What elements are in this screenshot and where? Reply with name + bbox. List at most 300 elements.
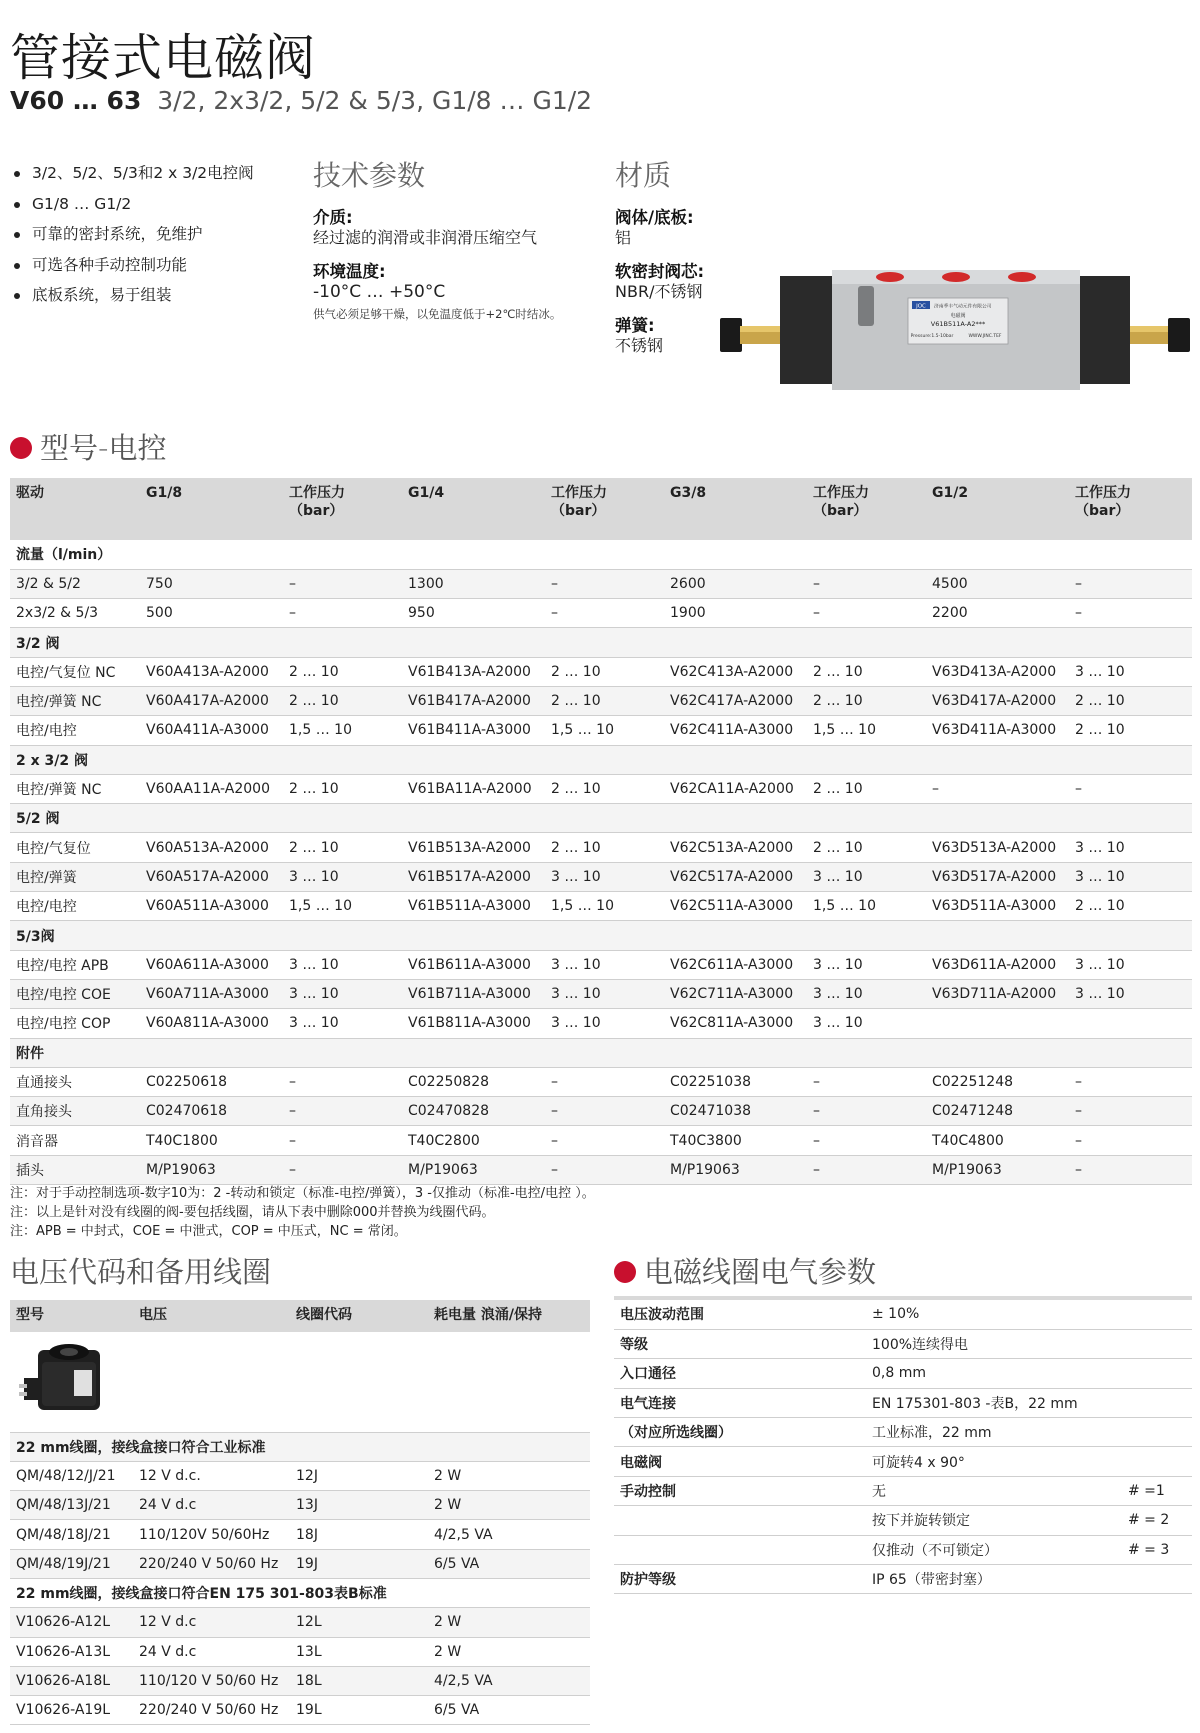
table-cell: 1,5 … 10 [551, 898, 614, 915]
table-row [10, 1067, 1192, 1096]
table-cell: 电控/弹簧 NC [16, 694, 102, 711]
table-cell: V60A811A-A3000 [146, 1015, 269, 1032]
param-value: EN 175301-803 -表B，22 mm [872, 1395, 1078, 1412]
group-label: 流量（l/min） [16, 547, 112, 564]
param-value: 无 [872, 1484, 886, 1501]
table-cell: 750 [146, 575, 173, 592]
table-cell: V60A711A-A3000 [146, 986, 269, 1003]
table-cell: 2 … 10 [1075, 693, 1125, 710]
table-cell: C02251248 [932, 1073, 1014, 1090]
feature-item: G1/8 … G1/2 [12, 189, 254, 220]
table-cell: 13J [296, 1497, 318, 1514]
notes [10, 1184, 595, 1241]
table-row [10, 950, 1192, 979]
table-cell: V61B711A-A3000 [408, 986, 531, 1003]
table-cell: V60A513A-A2000 [146, 839, 269, 856]
table-cell: 220/240 V 50/60 Hz [139, 1702, 279, 1719]
valve-website-text: WWW.JINC.TEF [968, 334, 1002, 339]
table-cell: T40C3800 [670, 1132, 742, 1149]
feature-item: 3/2、5/2、5/3和2 x 3/2电控阀 [12, 158, 254, 189]
table-cell: 4/2,5 VA [434, 1526, 493, 1543]
table-group-row [10, 804, 1192, 833]
table-cell: 4500 [932, 575, 968, 592]
seal-label: 软密封阀芯: [615, 262, 705, 281]
table-cell: – [551, 1103, 558, 1120]
table-row [614, 1565, 1192, 1594]
table-row [614, 1359, 1192, 1388]
table-cell: 110/120 V 50/60 Hz [139, 1673, 279, 1690]
param-code [1122, 1329, 1192, 1358]
table-cell: QM/48/12/J/21 [16, 1467, 116, 1484]
param-value: 0,8 mm [872, 1365, 926, 1382]
table-cell: V63D517A-A2000 [932, 868, 1057, 885]
group-label: 5/2 阀 [16, 811, 60, 828]
group-label: 22 mm线圈，接线盒接口符合EN 175 301-803表B标准 [16, 1586, 387, 1603]
param-code: # =1 [1128, 1483, 1165, 1500]
table-cell: 18L [296, 1673, 322, 1690]
table-cell: – [1075, 1103, 1082, 1120]
table-cell: 2 … 10 [813, 663, 863, 680]
red-bullet-icon [614, 1261, 636, 1283]
temp-label: 环境温度: [313, 262, 386, 281]
table-row [10, 1491, 590, 1520]
valve-pressure-text: Pressure:1.5-10bar [910, 334, 954, 339]
table-cell: M/P19063 [408, 1161, 478, 1178]
table-row [10, 1549, 590, 1578]
table-group-row [10, 1578, 590, 1607]
table-cell: 电控/弹簧 [16, 869, 77, 886]
table-cell: V10626-A13L [16, 1643, 111, 1660]
table-cell: 6/5 VA [434, 1555, 480, 1572]
table-row [10, 1696, 590, 1725]
table-cell: V63D413A-A2000 [932, 663, 1057, 680]
table-cell: 3 … 10 [1075, 956, 1125, 973]
feature-item: 可选各种手动控制功能 [12, 250, 254, 281]
table-cell: V61BA11A-A2000 [408, 781, 532, 798]
table-cell: V60A417A-A2000 [146, 693, 269, 710]
table-cell: 2 … 10 [1075, 722, 1125, 739]
tech-medium [313, 208, 537, 248]
table-cell: V61B611A-A3000 [408, 956, 531, 973]
table-cell: 3 … 10 [1075, 839, 1125, 856]
note-item: 注：对于手动控制选项-数字10为：2 -转动和锁定（标准-电控/弹簧），3 -仅推动（标准-电控/电控 ）。 [10, 1186, 595, 1201]
table-cell: V63D611A-A2000 [932, 956, 1057, 973]
table-cell: 1,5 … 10 [289, 722, 352, 739]
medium-value: 经过滤的润滑或非润滑压缩空气 [313, 228, 538, 247]
table-cell: 电控/气复位 NC [16, 664, 116, 681]
table-row [10, 862, 1192, 891]
table-cell [1069, 1009, 1192, 1038]
table-cell: 3/2 & 5/2 [16, 575, 81, 592]
valve-model-text: V61B511A-A2*** [930, 320, 986, 328]
table-cell: – [289, 1161, 296, 1178]
table-cell: 220/240 V 50/60 Hz [139, 1555, 279, 1572]
table-cell: C02471038 [670, 1103, 752, 1120]
table-row [10, 774, 1192, 803]
table-cell: 2 … 10 [551, 839, 601, 856]
coil-image-row [10, 1332, 590, 1432]
table-cell: 2 … 10 [551, 781, 601, 798]
table-cell: V61B513A-A2000 [408, 839, 531, 856]
table-cell: 2 … 10 [813, 693, 863, 710]
table-cell: 直通接头 [16, 1074, 72, 1091]
table-cell: – [551, 1161, 558, 1178]
table-cell: 电控/电控 [16, 723, 77, 740]
table-cell: – [932, 781, 939, 798]
table-cell: 2200 [932, 605, 968, 622]
coil-image [16, 1336, 116, 1424]
feature-item: 底板系统，易于组装 [12, 280, 254, 311]
table-cell: V63D511A-A3000 [932, 898, 1057, 915]
table-cell: – [1075, 575, 1082, 592]
table-cell: 18J [296, 1526, 318, 1543]
model-table-header [10, 478, 1192, 540]
tech-heading: 技术参数 [313, 159, 426, 192]
param-code: # = 3 [1128, 1541, 1170, 1558]
table-cell: 3 … 10 [289, 956, 339, 973]
table-row [614, 1300, 1192, 1329]
coil-section-heading: 电压代码和备用线圈 [10, 1255, 272, 1289]
table-row [10, 833, 1192, 862]
group-label: 2 x 3/2 阀 [16, 752, 88, 769]
table-cell: V61B417A-A2000 [408, 693, 531, 710]
table-cell: V62C411A-A3000 [670, 722, 794, 739]
table-cell: 2 … 10 [289, 781, 339, 798]
table-cell: 3 … 10 [551, 986, 601, 1003]
group-label: 5/3阀 [16, 928, 55, 945]
table-cell: 3 … 10 [813, 1015, 863, 1032]
table-cell: 12 V d.c. [139, 1467, 201, 1484]
column-header: 线圈代码 [290, 1300, 428, 1332]
table-cell: – [1075, 781, 1082, 798]
table-cell: V61B413A-A2000 [408, 663, 531, 680]
table-row [10, 569, 1192, 598]
table-row [10, 657, 1192, 686]
table-cell: 3 … 10 [551, 1015, 601, 1032]
table-cell: C02470828 [408, 1103, 490, 1120]
table-cell: – [551, 1132, 558, 1149]
table-cell: – [1075, 1073, 1082, 1090]
column-header: 驱动 [10, 478, 140, 540]
table-cell: M/P19063 [670, 1161, 740, 1178]
param-name: 手动控制 [620, 1484, 676, 1501]
table-cell: QM/48/13J/21 [16, 1497, 111, 1514]
table-cell: QM/48/18J/21 [16, 1526, 111, 1543]
table-cell: 110/120V 50/60Hz [139, 1526, 270, 1543]
param-code [1122, 1359, 1192, 1388]
table-group-row [10, 1038, 1192, 1067]
param-code [1122, 1565, 1192, 1594]
table-cell: V10626-A18L [16, 1673, 111, 1690]
table-cell: 3 … 10 [813, 986, 863, 1003]
spring-label: 弹簧: [615, 316, 655, 335]
table-row [10, 892, 1192, 921]
table-group-row [10, 628, 1192, 657]
table-cell: 1,5 … 10 [813, 898, 876, 915]
table-cell: 3 … 10 [551, 956, 601, 973]
table-cell: 3 … 10 [1075, 868, 1125, 885]
table-group-row [10, 921, 1192, 950]
column-header: G1/2 [926, 478, 1069, 540]
subtitle-model-range: V60 … 63 [10, 86, 142, 115]
table-cell: – [813, 605, 820, 622]
table-cell: 直角接头 [16, 1104, 72, 1121]
param-value: 工业标准，22 mm [872, 1425, 992, 1442]
table-row [614, 1506, 1192, 1535]
table-cell: V60A611A-A3000 [146, 956, 269, 973]
table-cell: – [289, 1073, 296, 1090]
table-cell: 6/5 VA [434, 1702, 480, 1719]
table-group-row [10, 1432, 590, 1461]
tech-temperature [313, 262, 561, 324]
table-cell: V63D417A-A2000 [932, 693, 1057, 710]
column-header: 工作压力 （bar） [545, 478, 664, 540]
table-cell: 4/2,5 VA [434, 1673, 493, 1690]
column-header: 电压 [133, 1300, 290, 1332]
column-header: G3/8 [664, 478, 807, 540]
table-cell: QM/48/19J/21 [16, 1555, 111, 1572]
table-cell: 2 W [434, 1643, 462, 1660]
model-section-heading [10, 426, 166, 467]
table-cell: 13L [296, 1643, 322, 1660]
table-cell: – [1075, 605, 1082, 622]
table-cell: 3 … 10 [551, 868, 601, 885]
table-cell: 3 … 10 [813, 956, 863, 973]
column-header: 工作压力 （bar） [1069, 478, 1192, 540]
seal-value: NBR/不锈钢 [615, 282, 703, 301]
param-name: 电压波动范围 [620, 1307, 704, 1324]
table-cell: – [813, 1161, 820, 1178]
table-cell: 1,5 … 10 [289, 898, 352, 915]
column-header: 型号 [10, 1300, 133, 1332]
table-cell: – [551, 575, 558, 592]
table-cell: V61B811A-A3000 [408, 1015, 531, 1032]
table-row [10, 1520, 590, 1549]
table-cell: V62C611A-A3000 [670, 956, 794, 973]
table-row [10, 1666, 590, 1695]
material-heading: 材质 [615, 159, 672, 192]
table-cell: 3 … 10 [813, 868, 863, 885]
solenoid-valve-image [720, 260, 1190, 400]
table-cell: 2 … 10 [1075, 898, 1125, 915]
table-cell: 2 … 10 [813, 839, 863, 856]
table-cell: V62C711A-A3000 [670, 986, 794, 1003]
table-cell: V10626-A19L [16, 1702, 111, 1719]
subtitle-variants: 3/2, 2x3/2, 5/2 & 5/3, G1/8 … G1/2 [157, 86, 593, 115]
table-cell: V61B411A-A3000 [408, 722, 531, 739]
material-spring [615, 316, 663, 356]
material-body [615, 208, 694, 248]
table-cell: 19J [296, 1555, 318, 1572]
medium-label: 介质: [313, 208, 353, 227]
electrical-section-title: 电磁线圈电气参数 [644, 1255, 877, 1289]
table-cell: 2 W [434, 1497, 462, 1514]
table-cell: 消音器 [16, 1133, 58, 1150]
table-cell: M/P19063 [932, 1161, 1002, 1178]
table-row [10, 686, 1192, 715]
table-cell: C02471248 [932, 1103, 1014, 1120]
column-header: 工作压力 （bar） [807, 478, 926, 540]
table-cell: – [813, 1132, 820, 1149]
feature-item: 可靠的密封系统，免维护 [12, 219, 254, 250]
table-cell: 2x3/2 & 5/3 [16, 605, 99, 622]
table-cell: 电控/弹簧 NC [16, 782, 102, 799]
param-code: # = 2 [1128, 1512, 1170, 1529]
table-cell: – [813, 1103, 820, 1120]
table-cell: 2 … 10 [289, 663, 339, 680]
table-cell: V63D411A-A3000 [932, 722, 1057, 739]
group-label: 22 mm线圈，接线盒接口符合工业标准 [16, 1439, 266, 1456]
table-cell: – [289, 1103, 296, 1120]
table-cell: V60AA11A-A2000 [146, 781, 270, 798]
table-cell: V62CA11A-A2000 [670, 781, 794, 798]
table-cell: – [551, 605, 558, 622]
table-cell: C02470618 [146, 1103, 228, 1120]
table-cell: 12 V d.c [139, 1614, 197, 1631]
table-cell: 19L [296, 1702, 322, 1719]
table-cell: 1300 [408, 575, 444, 592]
table-cell: V60A411A-A3000 [146, 722, 269, 739]
table-cell: 2 … 10 [551, 693, 601, 710]
body-value: 铝 [615, 228, 632, 247]
table-cell: V62C511A-A3000 [670, 898, 794, 915]
table-row [10, 979, 1192, 1008]
table-cell: V63D513A-A2000 [932, 839, 1057, 856]
param-name [614, 1535, 866, 1564]
table-cell: T40C4800 [932, 1132, 1004, 1149]
table-cell: 2 … 10 [551, 663, 601, 680]
table-cell: V60A517A-A2000 [146, 868, 269, 885]
table-cell: T40C2800 [408, 1132, 480, 1149]
table-row [10, 1608, 590, 1637]
red-bullet-icon [10, 437, 32, 459]
table-row [10, 1097, 1192, 1126]
table-cell: 2 … 10 [813, 781, 863, 798]
table-cell: 2600 [670, 575, 706, 592]
param-name: 防护等级 [620, 1572, 676, 1589]
valve-brand-text: JOC [916, 303, 926, 310]
param-name [614, 1506, 866, 1535]
page-title: 管接式电磁阀 [10, 29, 316, 87]
table-cell: V62C517A-A2000 [670, 868, 794, 885]
table-cell: 电控/电控 COP [16, 1016, 111, 1033]
table-cell: M/P19063 [146, 1161, 216, 1178]
table-cell: V60A511A-A3000 [146, 898, 269, 915]
param-value: 仅推动（不可锁定） [872, 1542, 998, 1559]
table-cell: 12L [296, 1614, 322, 1631]
table-row [10, 1155, 1192, 1184]
table-cell: 1900 [670, 605, 706, 622]
table-row [614, 1388, 1192, 1417]
table-cell: V61B511A-A3000 [408, 898, 531, 915]
table-cell: – [289, 1132, 296, 1149]
table-cell: 3 … 10 [1075, 663, 1125, 680]
page-subtitle [10, 86, 592, 115]
table-cell: 3 … 10 [289, 986, 339, 1003]
table-cell: 2 … 10 [289, 693, 339, 710]
table-cell: – [813, 575, 820, 592]
group-label: 3/2 阀 [16, 635, 60, 652]
param-value: ± 10% [872, 1306, 920, 1323]
note-item: 注：APB = 中封式，COE = 中泄式，COP = 中压式，NC = 常闭。 [10, 1224, 407, 1239]
table-cell: C02251038 [670, 1073, 752, 1090]
table-cell: – [289, 575, 296, 592]
param-value: IP 65（带密封塞） [872, 1572, 991, 1589]
table-cell: 3 … 10 [289, 1015, 339, 1032]
table-cell: V62C513A-A2000 [670, 839, 794, 856]
table-cell: 电控/电控 COE [16, 987, 111, 1004]
coil-table [10, 1300, 590, 1725]
table-row [614, 1447, 1192, 1476]
table-cell: 2 W [434, 1467, 462, 1484]
table-group-row [10, 745, 1192, 774]
table-cell: V62C413A-A2000 [670, 663, 794, 680]
feature-list [12, 158, 254, 311]
column-header: G1/4 [402, 478, 545, 540]
temp-note: 供气必须足够干燥，以免温度低于+2℃时结冰。 [313, 307, 562, 321]
table-cell: 2 … 10 [289, 839, 339, 856]
table-cell: 3 … 10 [289, 868, 339, 885]
table-cell: V62C417A-A2000 [670, 693, 794, 710]
table-row [10, 1009, 1192, 1038]
table-row [614, 1535, 1192, 1564]
spring-value: 不锈钢 [615, 336, 664, 355]
table-cell: – [289, 605, 296, 622]
table-cell: 电控/气复位 [16, 840, 91, 857]
table-cell: 插头 [16, 1162, 44, 1179]
param-name: 入口通径 [620, 1366, 676, 1383]
table-cell: – [1075, 1132, 1082, 1149]
param-name: 电磁阀 [620, 1454, 662, 1471]
note-item: 注：以上是针对没有线圈的阀-要包括线圈，请从下表中删除000并替换为线圈代码。 [10, 1205, 495, 1220]
table-cell: V63D711A-A2000 [932, 986, 1057, 1003]
table-cell: 12J [296, 1467, 318, 1484]
electrical-table [614, 1300, 1192, 1594]
table-cell: – [813, 1073, 820, 1090]
table-group-row [10, 540, 1192, 569]
table-cell: 电控/电控 [16, 899, 77, 916]
table-cell: 电控/电控 APB [16, 957, 109, 974]
table-cell: C02250618 [146, 1073, 228, 1090]
table-row [614, 1418, 1192, 1447]
column-header: G1/8 [140, 478, 283, 540]
param-name: 等级 [620, 1337, 648, 1354]
table-row [614, 1476, 1192, 1505]
model-table [10, 478, 1192, 1185]
table-cell: 500 [146, 605, 173, 622]
table-cell: C02250828 [408, 1073, 490, 1090]
valve-label-text: 电磁阀 [950, 313, 966, 319]
param-value: 可旋转4 x 90° [872, 1454, 965, 1471]
param-name: 电气连接 [620, 1395, 676, 1412]
electrical-section-heading [614, 1250, 876, 1291]
param-code [1122, 1300, 1192, 1329]
temp-value: -10°C … +50°C [313, 282, 446, 302]
param-value: 按下并旋转锁定 [872, 1513, 970, 1530]
table-cell: 24 V d.c [139, 1643, 197, 1660]
table-cell: V60A413A-A2000 [146, 663, 269, 680]
table-row [10, 1126, 1192, 1155]
table-cell: V62C811A-A3000 [670, 1015, 794, 1032]
table-cell: T40C1800 [146, 1132, 218, 1149]
column-header: 耗电量 浪涌/保持 [428, 1300, 590, 1332]
valve-company-text: 济南季丰气动元件有限公司 [934, 304, 992, 310]
body-label: 阀体/底板: [615, 208, 694, 227]
table-cell: 950 [408, 605, 435, 622]
coil-table-header [10, 1300, 590, 1332]
table-cell: 24 V d.c [139, 1497, 197, 1514]
table-cell [926, 1009, 1069, 1038]
